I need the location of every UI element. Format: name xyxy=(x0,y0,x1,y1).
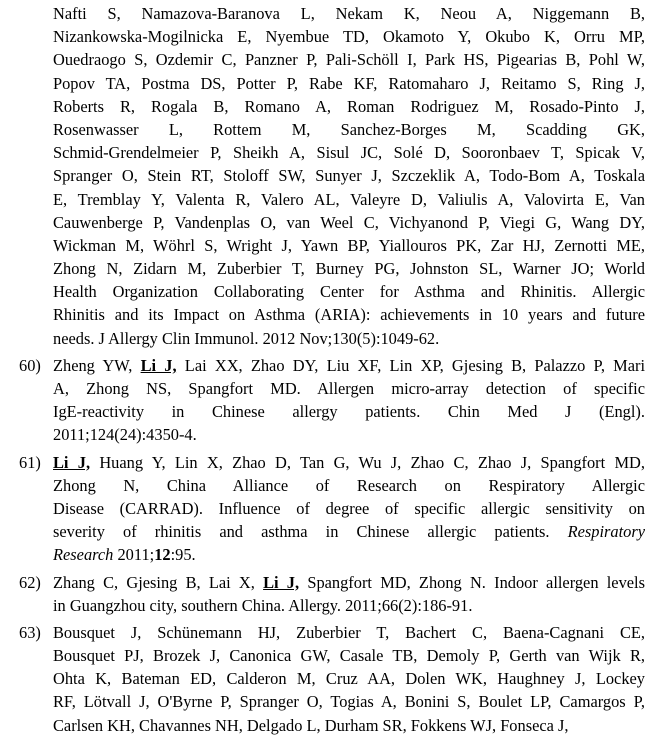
reference-text-line xyxy=(53,520,645,543)
reference-text: Zhang C, Gjesing B, Lai X, xyxy=(53,572,264,592)
reference-text-line: Cauwenberge P, Vandenplas O, van Weel C, Vichyanond P, Viegi G, Wang DY, xyxy=(53,212,645,232)
reference-text: Carlsen KH, Chavannes NH, Delgado L, Durham SR, Fokkens WJ, Fonseca J, xyxy=(53,715,569,735)
reference-text: Spangfort MD, Zhong N. Indoor allergen levels xyxy=(299,572,645,592)
reference-text: Research xyxy=(53,545,114,565)
reference-text: 12 xyxy=(154,545,171,565)
references xyxy=(19,354,646,737)
reference-text: Zhong N, China Alliance of Research on Respiratory Allergic xyxy=(53,475,645,495)
reference-text-line xyxy=(53,543,645,566)
reference-number: 62) xyxy=(19,572,41,592)
reference-text: Lai XX, Zhao DY, Liu XF, Lin XP, Gjesing B, Palazzo P, Mari xyxy=(176,355,646,375)
reference-text-line xyxy=(53,423,645,446)
reference-text-line: Nafti S, Namazova-Baranova L, Nekam K, Neou A, Niggemann B, xyxy=(53,4,645,23)
reference-text-line xyxy=(53,667,645,690)
reference-text-line xyxy=(19,451,645,474)
reference-text-line xyxy=(53,690,645,713)
reference-text-line xyxy=(53,400,645,423)
reference-text-line: Health Organization Collaborating Center for Asthma and Rhinitis. Allergic xyxy=(53,282,645,302)
reference-text-line xyxy=(53,594,645,617)
reference-text: in Guangzhou city, southern China. Allergy. 2011;66(2):186-91. xyxy=(53,595,473,615)
reference-59-continuation xyxy=(53,2,645,350)
reference-number: 61) xyxy=(19,452,41,472)
reference-text-line: Wickman M, Wöhrl S, Wright J, Yawn BP, Yiallouros PK, Zar HJ, Zernotti ME, xyxy=(53,235,645,255)
reference-entry xyxy=(19,621,645,737)
reference-text-line: needs. J Allergy Clin Immunol. 2012 Nov;130(5):1049-62. xyxy=(53,328,440,348)
reference-text: :95. xyxy=(170,545,196,565)
reference-entry xyxy=(19,451,645,567)
reference-text-line xyxy=(19,571,645,594)
highlighted-author: Li J, xyxy=(263,572,300,592)
reference-text-line: Rosenwasser L, Rottem M, Sanchez-Borges M, Scadding GK, xyxy=(53,119,645,139)
reference-text: Zheng YW, xyxy=(53,355,141,375)
reference-text-line: Roberts R, Rogala B, Romano A, Roman Rodriguez M, Rosado-Pinto J, xyxy=(53,96,645,116)
reference-text-line: Nizankowska-Mogilnicka E, Nyembue TD, Okamoto Y, Okubo K, Orru MP, xyxy=(53,27,645,47)
reference-text-line xyxy=(53,644,645,667)
reference-text: Ohta K, Bateman ED, Calderon M, Cruz AA, Dolen WK, Haughney J, Lockey xyxy=(53,669,645,689)
reference-text-line xyxy=(19,354,646,377)
reference-text: severity of rhinitis and asthma in Chinese allergic patients. xyxy=(53,522,568,542)
reference-text: Bousquet PJ, Brozek J, Canonica GW, Casale TB, Demoly P, Gerth van Wijk R, xyxy=(53,646,645,666)
reference-text-line xyxy=(19,621,645,644)
reference-text-line: Ouedraogo S, Ozdemir C, Panzner P, Pali-Schöll I, Park HS, Pigearias B, Pohl W, xyxy=(53,50,645,70)
highlighted-author: Li J, xyxy=(140,355,177,375)
reference-text: Respiratory xyxy=(567,522,645,542)
reference-number: 60) xyxy=(19,355,41,375)
reference-entry xyxy=(19,354,646,447)
reference-entry xyxy=(19,571,645,617)
highlighted-author: Li J, xyxy=(53,452,91,472)
reference-list xyxy=(19,2,646,737)
reference-text: A, Zhong NS, Spangfort MD. Allergen micro-array detection of specific xyxy=(53,379,645,398)
reference-text-line: E, Tremblay Y, Valenta R, Valero AL, Valeyre D, Valiulis A, Valovirta E, Van xyxy=(53,189,645,209)
reference-text-line: Popov TA, Postma DS, Potter P, Rabe KF, Ratomaharo J, Reitamo S, Ring J, xyxy=(53,73,645,93)
reference-text-line: Zhong N, Zidarn M, Zuberbier T, Burney PG, Johnston SL, Warner JO; World xyxy=(53,259,645,279)
reference-text: Bousquet J, Schünemann HJ, Zuberbier T, Bachert C, Baena-Cagnani CE, xyxy=(53,622,645,642)
reference-number: 63) xyxy=(19,622,41,642)
reference-text: 2011;124(24):4350-4. xyxy=(53,425,197,445)
reference-text: 2011; xyxy=(113,545,155,565)
reference-text: RF, Lötvall J, O'Byrne P, Spranger O, Togias A, Bonini S, Boulet LP, Camargos P, xyxy=(53,692,645,712)
reference-text-line xyxy=(53,474,645,497)
reference-text-line xyxy=(53,714,645,737)
reference-text-line xyxy=(53,377,645,400)
reference-text: Huang Y, Lin X, Zhao D, Tan G, Wu J, Zhao C, Zhao J, Spangfort MD, xyxy=(90,452,645,472)
reference-text-line xyxy=(53,497,645,520)
reference-text-line: Rhinitis and its Impact on Asthma (ARIA): achievements in 10 years and future xyxy=(53,305,645,325)
reference-text-line: Spranger O, Stein RT, Stoloff SW, Sunyer J, Szczeklik A, Todo-Bom A, Toskala xyxy=(53,166,645,186)
reference-text: IgE-reactivity in Chinese allergy patients. Chin Med J (Engl). xyxy=(53,402,645,422)
reference-text: Disease (CARRAD). Influence of degree of specific allergic sensitivity on xyxy=(53,498,645,518)
reference-text-line: Schmid-Grendelmeier P, Sheikh A, Sisul JC, Solé D, Sooronbaev T, Spicak V, xyxy=(53,143,645,163)
